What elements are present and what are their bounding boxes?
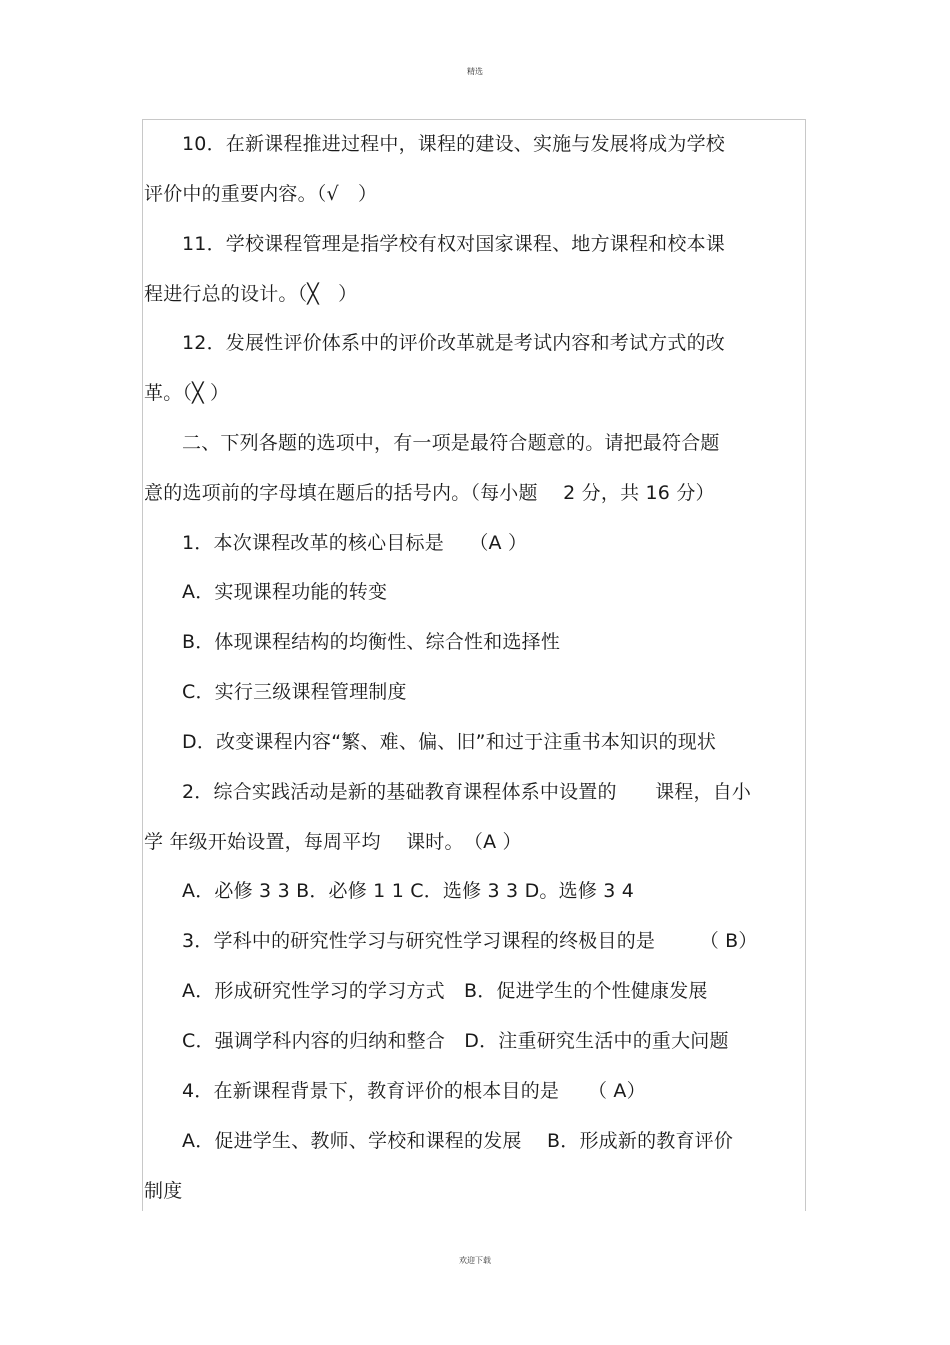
mc-4-options-line-2: 制度 <box>144 1180 183 1202</box>
mc-1-option-d: D．改变课程内容“繁、难、偏、旧”和过于注重书本知识的现状 <box>182 731 717 753</box>
mc-question-2-line-2: 学 年级开始设置，每周平均 课时。 （A ） <box>144 831 522 853</box>
question-11-line-1: 11．学校课程管理是指学校有权对国家课程、地方课程和校本课 <box>182 233 725 255</box>
mc-question-4: 4．在新课程背景下，教育评价的根本目的是 （ A） <box>182 1080 646 1102</box>
page-header: 精选 <box>467 67 483 76</box>
section-2-heading-line-2: 意的选项前的字母填在题后的括号内。（每小题 2 分，共 16 分） <box>144 482 715 504</box>
question-12-line-1: 12．发展性评价体系中的评价改革就是考试内容和考试方式的改 <box>182 332 725 354</box>
mc-question-3: 3．学科中的研究性学习与研究性学习课程的终极目的是 （ B） <box>182 930 758 952</box>
mc-question-2-line-1: 2．综合实践活动是新的基础教育课程体系中设置的 课程，自小 <box>182 781 752 803</box>
mc-1-option-a: A．实现课程功能的转变 <box>182 581 388 603</box>
page-footer: 欢迎下载 <box>459 1256 491 1265</box>
mc-1-option-c: C．实行三级课程管理制度 <box>182 681 407 703</box>
mc-4-options-line-1: A．促进学生、教师、学校和课程的发展 B．形成新的教育评价 <box>182 1130 734 1152</box>
question-11-line-2: 程进行总的设计。（╳ ） <box>144 283 358 305</box>
mc-3-options-ab: A．形成研究性学习的学习方式 B．促进学生的个性健康发展 <box>182 980 708 1002</box>
question-10-line-1: 10．在新课程推进过程中，课程的建设、实施与发展将成为学校 <box>182 133 725 155</box>
mc-2-options: A．必修 3 3 B．必修 1 1 C．选修 3 3 D。选修 3 4 <box>182 880 635 902</box>
question-10-line-2: 评价中的重要内容。（√ ） <box>144 183 378 205</box>
mc-question-1: 1．本次课程改革的核心目标是 （A ） <box>182 532 528 554</box>
mc-1-option-b: B．体现课程结构的均衡性、综合性和选择性 <box>182 631 561 653</box>
section-2-heading-line-1: 二、下列各题的选项中，有一项是最符合题意的。请把最符合题 <box>182 432 720 454</box>
mc-3-options-cd: C．强调学科内容的归纳和整合 D．注重研究生活中的重大问题 <box>182 1030 729 1052</box>
question-12-line-2: 革。（╳ ） <box>144 382 230 404</box>
